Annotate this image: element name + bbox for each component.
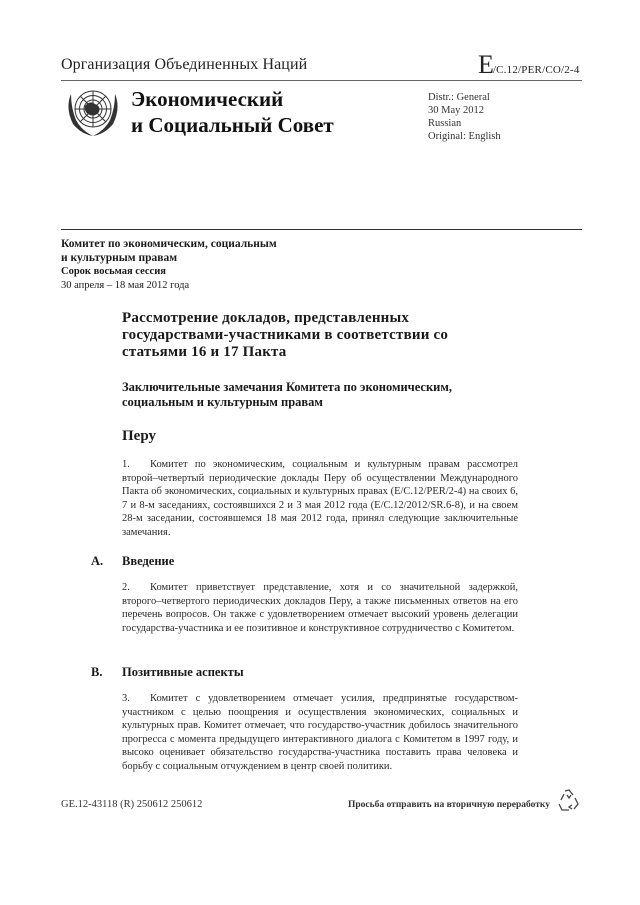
recycle-icon [557,788,581,814]
symbol-prefix: E [478,50,493,79]
recycle-notice: Просьба отправить на вторичную переработку [348,800,550,810]
country-heading: Перу [122,428,156,444]
document-subtitle: Заключительные замечания Комитета по экономическим, социальным и культурным правам [122,380,453,409]
committee-block [61,237,277,293]
council-line-2: и Социальный Совет [131,113,334,137]
original-language-line: Original: English [428,131,501,142]
section-letter: B. [91,665,103,679]
session-dates: 30 апреля – 18 мая 2012 года [61,280,190,291]
document-job-number: GE.12-43118 (R) 250612 250612 [61,799,203,810]
paragraph-text: Комитет по экономическим, социальным и культурным правам рассмотрел второй–четвертый периодические доклады Перу об осуществлении Международного Пакта об экономических, социальных и культурных правах (E/C.12/PER/2-4) на своих 6, 7 и 8-м заседаниях, состоявшихся 2 и 3 мая 2012 года (E/C.12/2012/SR.6-8), и на своем 28-м заседании, состоявшемся 18 мая 2012 года, принял следующие заключительные замечания. [122,459,518,538]
document-symbol [478,50,580,80]
organization-name: Организация Объединенных Наций [61,56,308,73]
section-letter: A. [91,554,104,568]
council-name [131,86,334,138]
date-line: 30 May 2012 [428,105,484,116]
paragraph-text: Комитет приветствует представление, хотя и со значительной задержкой, второго–четвертого периодических докладов Перу, а также письменных ответов на его перечень вопросов. Он также с удовлетворением отмечает высокий уровень делегации государства-участника и ее позитивное и конструктивное сотрудничество с Комитетом. [122,582,518,634]
council-line-1: Экономический [131,87,284,111]
un-emblem-icon [63,82,123,140]
paragraph-number: 2. [122,582,130,593]
paragraph-number: 3. [122,693,130,704]
section-heading-a [91,554,174,569]
section-title: Позитивные аспекты [122,665,244,679]
paragraph-text: Комитет с удовлетворением отмечает усилия, предпринятые государством-участником с целью поощрения и осуществления экономических, социальных и культурных прав. Комитет отмечает, что государство-участник добилось значительного прогресса с момента предыдущего интерактивного диалога с Комитетом в 1997 году, и высоко оценивает обязательство государства-участника поставить права человека и борьбу с социальным отчуждением в центр своей политики. [122,693,518,772]
paragraph-3 [122,692,518,774]
distribution-line: Distr.: General [428,92,490,103]
committee-line-2: и культурным правам [61,252,178,264]
document-title: Рассмотрение докладов, представленных государствами-участниками в соответствии со статьями 16 и 17 Пакта [122,310,449,360]
paragraph-2 [122,581,518,635]
symbol-rest: /C.12/PER/CO/2-4 [492,64,580,76]
distribution-block [428,91,501,143]
paragraph-1 [122,458,518,540]
session-name: Сорок восьмая сессия [61,266,166,277]
language-line: Russian [428,118,462,129]
header-rule [61,80,582,81]
committee-rule [61,229,582,230]
section-heading-b [91,665,244,680]
paragraph-number: 1. [122,459,130,470]
section-title: Введение [122,554,175,568]
committee-line-1: Комитет по экономическим, социальным [61,238,277,250]
